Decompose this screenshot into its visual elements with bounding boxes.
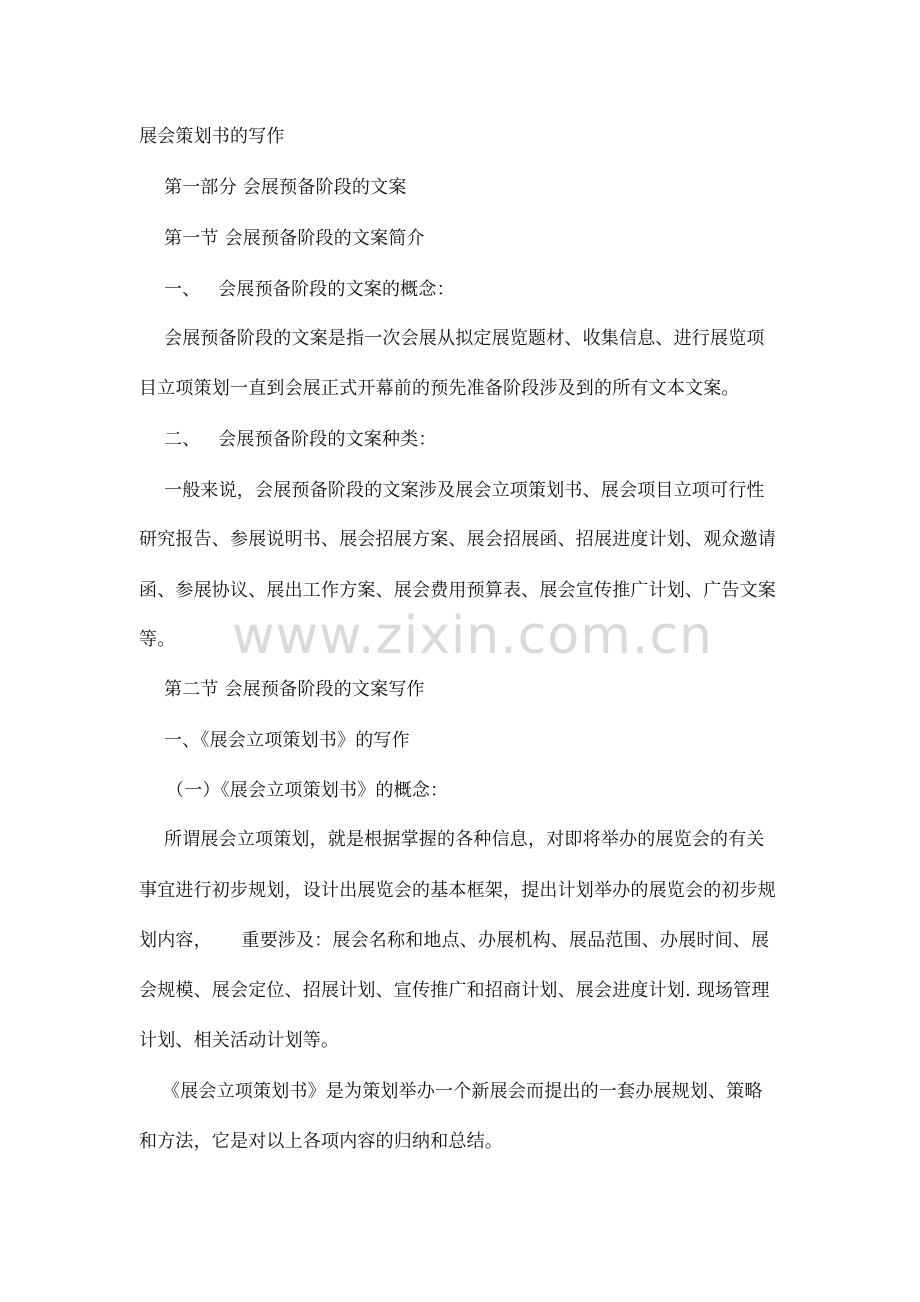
- item-heading-2: 二、 会展预备阶段的文案种类：: [164, 429, 437, 450]
- paragraph-line: 函、参展协议、展出工作方案、展会费用预算表、展会宣传推广计划、广告文案: [139, 580, 776, 601]
- paragraph-line: 划内容， 重要涉及：展会名称和地点、办展机构、展品范围、办展时间、展: [139, 930, 770, 951]
- sub-heading-1a: （一）《展会立项策划书》的概念：: [166, 780, 449, 801]
- paragraph-line: 和方法，它是对以上各项内容的归纳和总结。: [139, 1131, 503, 1152]
- paragraph-line: 研究报告、参展说明书、展会招展方案、展会招展函、招展进度计划、观众邀请: [139, 529, 776, 550]
- document-title: 展会策划书的写作: [139, 126, 285, 147]
- section-heading-1: 第一节 会展预备阶段的文案简介: [164, 228, 425, 249]
- paragraph-line: 《展会立项策划书》是为策划举办一个新展会而提出的一套办展规划、策略: [162, 1081, 763, 1102]
- paragraph-line: 等。: [139, 629, 176, 650]
- paragraph-line: 所谓展会立项策划，就是根据掌握的各种信息，对即将举办的展览会的有关: [164, 829, 765, 850]
- part-heading: 第一部分 会展预备阶段的文案: [164, 177, 407, 198]
- sub-heading-1: 一、《展会立项策划书》的写作: [164, 730, 410, 751]
- section-heading-2: 第二节 会展预备阶段的文案写作: [164, 679, 425, 700]
- paragraph-line: 计划、相关活动计划等。: [139, 1030, 340, 1051]
- paragraph-line: 事宜进行初步规划，设计出展览会的基本框架，提出计划举办的展览会的初步规: [139, 880, 776, 901]
- watermark-text: www.zixin.com.cn: [232, 606, 713, 666]
- paragraph-line: 会规模、展会定位、招展计划、宣传推广和招商计划、展会进度计划. 现场管理: [139, 980, 770, 1001]
- item-heading-1: 一、 会展预备阶段的文案的概念：: [164, 279, 455, 300]
- paragraph-line: 目立项策划一直到会展正式开幕前的预先准备阶段涉及到的所有文本文案。: [139, 378, 740, 399]
- paragraph-line: 一般来说，会展预备阶段的文案涉及展会立项策划书、展会项目立项可行性: [164, 480, 765, 501]
- paragraph-line: 会展预备阶段的文案是指一次会展从拟定展览题材、收集信息、进行展览项: [164, 328, 765, 349]
